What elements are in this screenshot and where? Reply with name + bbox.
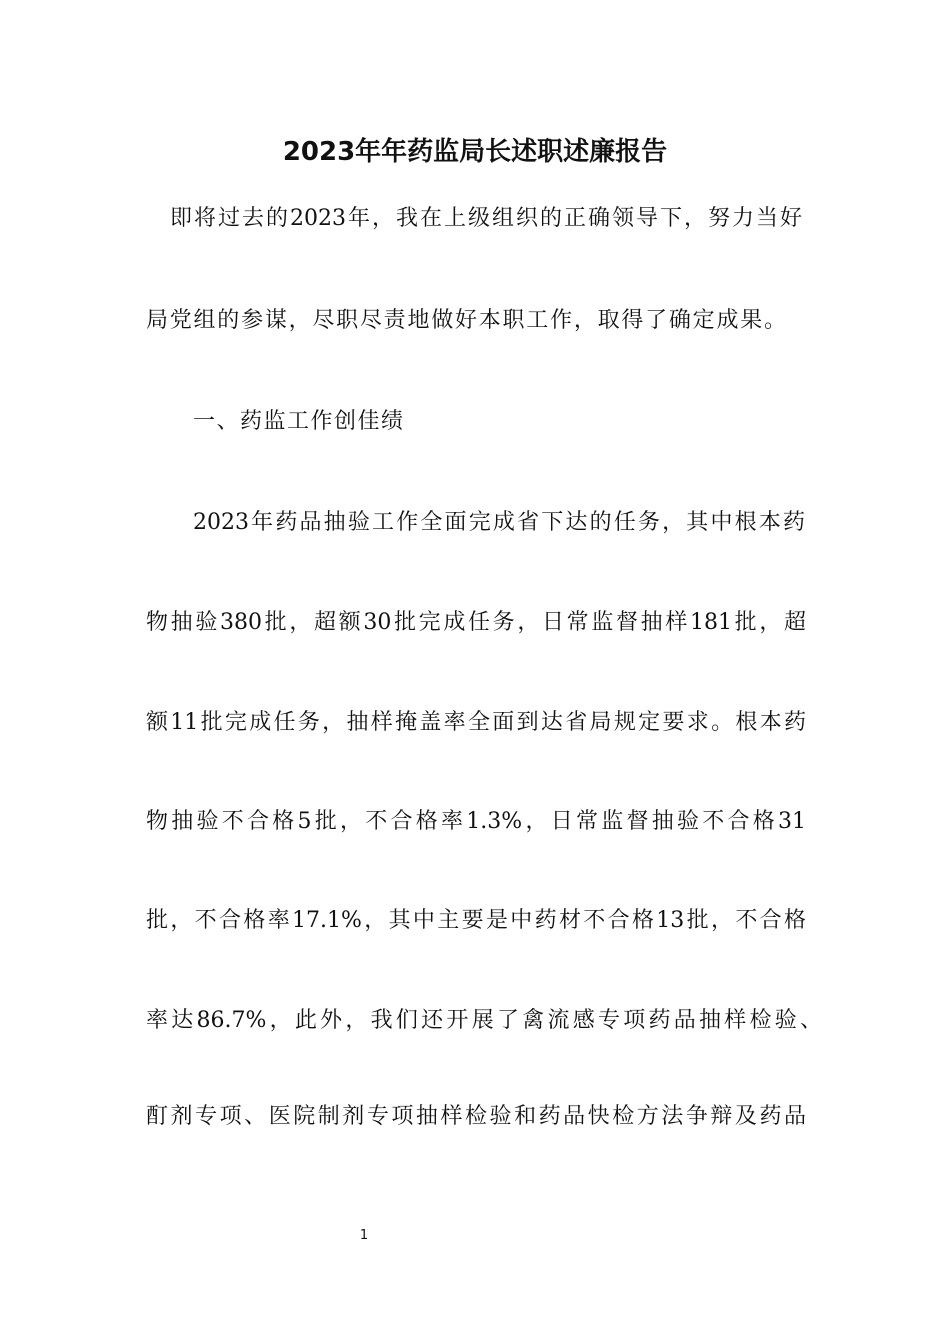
paragraph-line-1: 即将过去的2023年，我在上级组织的正确领导下，努力当好 bbox=[170, 206, 802, 231]
paragraph-line-5: 额11批完成任务，抽样掩盖率全面到达省局规定要求。根本药 bbox=[146, 710, 806, 735]
page-number: 1 bbox=[359, 1228, 369, 1243]
section-heading: 一、药监工作创佳绩 bbox=[193, 409, 405, 434]
paragraph-line-3: 2023年药品抽验工作全面完成省下达的任务，其中根本药 bbox=[193, 510, 805, 535]
paragraph-line-6: 物抽验不合格5批，不合格率1.3%，日常监督抽验不合格31 bbox=[146, 809, 806, 834]
paragraph-line-4: 物抽验380批，超额30批完成任务，日常监督抽样181批，超 bbox=[146, 610, 806, 635]
paragraph-line-7: 批，不合格率17.1%，其中主要是中药材不合格13批，不合格 bbox=[146, 908, 806, 933]
paragraph-line-9: 酊剂专项、医院制剂专项抽样检验和药品快检方法争辩及药品 bbox=[146, 1104, 806, 1129]
paragraph-line-2: 局党组的参谋，尽职尽责地做好本职工作，取得了确定成果。 bbox=[146, 308, 786, 333]
paragraph-line-8: 率达86.7%，此外，我们还开展了禽流感专项药品抽样检验、 bbox=[146, 1008, 822, 1033]
document-title: 2023年年药监局长述职述廉报告 bbox=[282, 137, 668, 167]
